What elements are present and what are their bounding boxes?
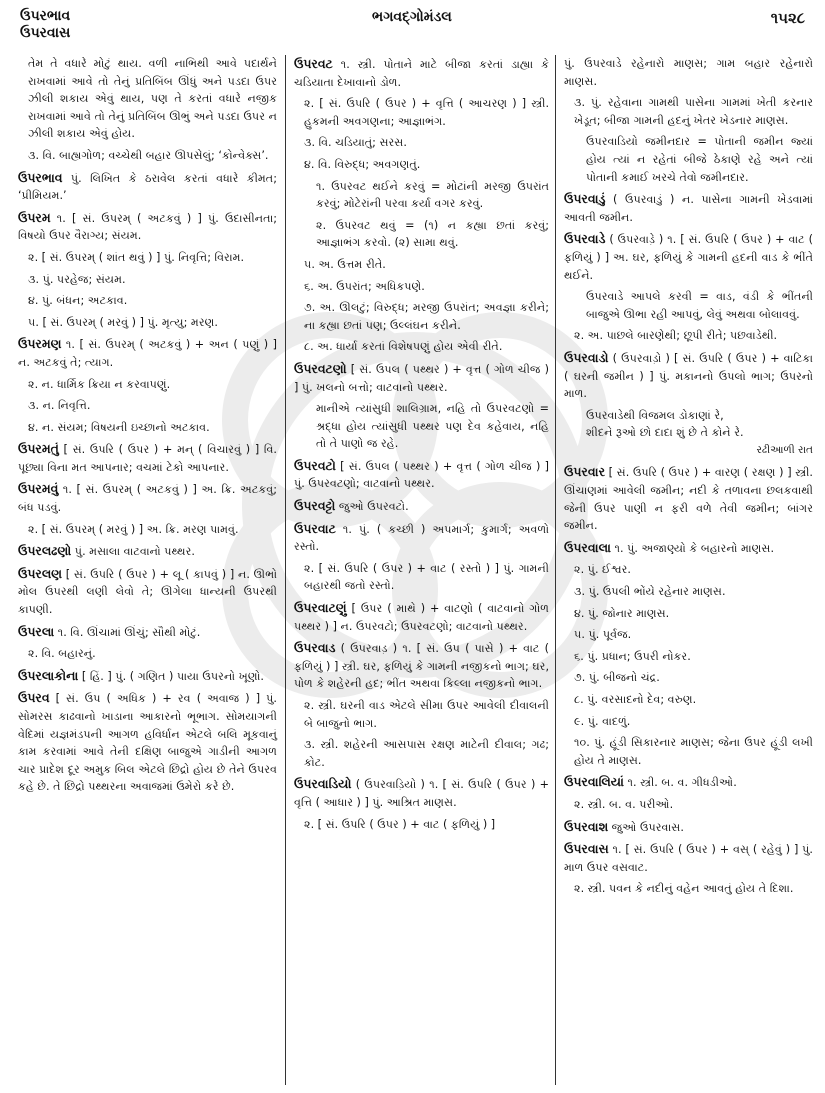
- sense-definition: ૭. પું. બીજનો ચંદ્ર.: [574, 671, 660, 685]
- dictionary-entry: [294, 457, 549, 493]
- entry-headword: ઉપરવટણો: [294, 360, 347, 376]
- entry-definition: ( ઉપરવાડ઼ ) ૧. [ સં. ઉપ ( પાસે ) + વાટ ( ફળિયું ) ] સ્ત્રી. ઘર, ફળિયું કે ગામની નજીકનો ભાગ; ઘર, પોળ કે શહેરની હદ; ભીંત અથવા કિલ્લા નજીકનો ભાગ.: [294, 642, 549, 691]
- usage-example: ૧. ઉપરવટ થઈને કરવું = મોટાંની મરજી ઉપરાંત કરવું; મોટેરાંની પરવા કર્યા વગર કરવું.: [316, 179, 549, 211]
- sense-definition: ૨. પું. ઈશ્વર.: [574, 563, 631, 577]
- entry-headword: ઉપરલા: [18, 623, 55, 639]
- dictionary-entry: [294, 520, 549, 556]
- entry-headword: ઉપરવાશ: [564, 818, 609, 834]
- sense-definition: ૭. અ. ઊલટું; વિરુદ્ધ; મરજી ઉપરાંત; અવજ્ઞા કરીને; ના કહ્યા છતાં પણ; ઉલ્લંઘન કરીને.: [304, 301, 549, 332]
- dictionary-entry: [564, 773, 813, 792]
- entry-headword: ઉપરમ: [18, 209, 51, 225]
- dictionary-entry: [18, 623, 277, 642]
- sense-definition: ૫. પું. પૂર્વજ.: [574, 628, 632, 642]
- entry-definition: [ હિં. ] પું. ( ગણિત ) પાયા ઉપરનો ખૂણો.: [78, 669, 264, 683]
- dictionary-entry: [18, 667, 277, 686]
- sense-definition: ૧૦. પું. હૂંડી સિકારનાર માણસ; જેના ઉપર હૂંડી લખી હોય તે માણસ.: [574, 736, 813, 767]
- dictionary-entry: [18, 440, 277, 476]
- continued-text: પું. ઉપરવાડે રહેનારો માણસ; ગામ બહાર રહેનારો માણસ.: [564, 57, 813, 88]
- dictionary-entry: [18, 689, 277, 796]
- sense-definition: ૫. અ. ઉત્તમ રીતે.: [304, 257, 386, 271]
- usage-example: માનીએ ત્યાંસુધી શાલિગ્રામ, નહિ તો ઉપરવટણો = શ્રદ્ધા હોય ત્યાંસુધી પથ્થર પણ દેવ કહેવાય, નહિ તો તે પાણો જ રહે.: [316, 402, 549, 451]
- guide-word-first: ઉપરભાવ: [20, 8, 71, 24]
- dictionary-entry: [18, 209, 277, 245]
- guide-word-last: ઉપરવાસ: [20, 25, 71, 41]
- sense-definition: ૨. [ સં. ઉપરિ ( ઉપર ) + વાટ ( રસ્તો ) ] પું. ગામની બહારથી જતો રસ્તો.: [304, 561, 549, 593]
- entry-headword: ઉપરલઢણો: [18, 543, 72, 559]
- dictionary-entry: [294, 639, 549, 693]
- entry-headword: ઉપરભાવ: [18, 169, 63, 185]
- entry-headword: ઉપરવટ્ટો: [294, 498, 336, 514]
- sense-definition: ૪. ન. સંયમ; વિષયની ઇચ્છાનો અટકાવ.: [28, 420, 210, 434]
- entry-headword: ઉપરવાર: [564, 464, 605, 480]
- continued-text: તેમ તે વધારે મોટું થાય. વળી નાભિથી આવે પદાર્થને રાખવામાં આવે તો તેનું પ્રતિબિંબ ઊંધું અને પડદા ઉપર ઝીલી શકાય એવું થાય, પણ તે કરતાં વધારે નજીક રાખવામાં આવે તો તેનું પ્રતિબિંબ ઊભું અને પડદા ઉપર ન ઝીલી શકાય એવું હોય.: [28, 57, 277, 141]
- dictionary-entry: [564, 840, 813, 876]
- dictionary-entry: [18, 335, 277, 371]
- entry-headword: ઉપરમતું: [18, 441, 59, 457]
- column-2: [286, 55, 556, 1085]
- sense-definition: ૩. પું. ઉપલી ભોંયે રહેનાર માણસ.: [574, 585, 726, 599]
- guide-words: [20, 8, 70, 42]
- dictionary-entry: [294, 775, 549, 811]
- entry-headword: ઉપરમવું: [18, 481, 59, 497]
- entry-definition: [ સં. ઉપલ ( પથ્થર ) + વૃત્ત ( ગોળ ચીજ ) ] પું. ખલનો બત્તો; વાટવાનો પથ્થર.: [294, 362, 549, 394]
- dictionary-entry: [18, 542, 277, 561]
- entry-headword: ઉપરવટો: [294, 457, 336, 473]
- sense-definition: ૨. સ્ત્રી. બ. વ. પરીઓ.: [574, 797, 674, 811]
- page-number: ૧૫૨૮: [770, 9, 805, 27]
- column-1: [18, 55, 286, 1085]
- entry-definition: ( ઉપરવાડ઼ે ) ૧. [ સં. ઉપરિ ( ઉપર ) + વાટ ( ફળિયું ) ] અ. ઘર, ફળિયું કે ગામની હદની વાડ કે ભીંતે થઈને.: [564, 233, 813, 282]
- entry-headword: ઉપરવાડ: [294, 640, 336, 656]
- entry-headword: ઉપરવાટણું: [294, 600, 347, 616]
- sense-definition: ૨. સ્ત્રી. પવન કે નદીનું વહેન આવતું હોય તે દિશા.: [574, 882, 794, 896]
- sense-definition: ૨. [ સં. ઉપરમ્ ( મરવું ) ] અ. ક્રિ. મરણ પામવું.: [28, 522, 239, 536]
- sense-definition: ૪. વિ. વિરુદ્ધ; અવગણતું.: [304, 157, 421, 171]
- entry-headword: ઉપરવાસ: [564, 841, 609, 857]
- entry-headword: ઉપરવાડો: [564, 349, 609, 365]
- dictionary-entry: [18, 480, 277, 516]
- entry-definition: [ સં. ઉપલ ( પથ્થર ) + વૃત્ત ( ગોળ ચીજ ) ] પું. ઉપરવટણો; વાટવાનો પથ્થર.: [294, 459, 549, 491]
- dictionary-entry: [564, 463, 813, 534]
- entry-definition: [ સં. ઉપરિ ( ઉપર ) + લૂ ( કાપવું ) ] ન. ઊભો મોલ ઉપરથી લણી લેવો તે; ઊગેલા ધાન્યની ઉપરથી કાપણી.: [18, 567, 277, 617]
- entry-headword: ઉપરવટ: [294, 56, 333, 71]
- quotation: [564, 407, 813, 460]
- sense-definition: ૩. ન. નિવૃત્તિ.: [28, 399, 91, 413]
- sense-definition: ૨. [ સં. ઉપરિ ( ઉપર ) + વૃત્તિ ( આચરણ ) ] સ્ત્રી. હુકમની અવગણના; આજ્ઞાભંગ.: [304, 97, 549, 128]
- entry-headword: ઉપરવાલિયાં: [564, 774, 624, 790]
- sense-definition: ૨. અ. પાછલે બારણેથી; છૂપી રીતે; પછવાડેથી.: [574, 329, 778, 343]
- sense-definition: ૩. વિ. ચડિયાતું; સરસ.: [304, 136, 407, 150]
- quotation-source: રઢીઆળી રાત: [756, 443, 813, 456]
- entry-definition: જુઓ ઉપરવટો.: [335, 500, 409, 514]
- dictionary-columns: [18, 55, 813, 1085]
- entry-headword: ઉપરલાકોના: [18, 667, 79, 683]
- dictionary-entry: [18, 169, 277, 205]
- entry-definition: ( ઉપરવાડ઼ો ) [ સં. ઉપરિ ( ઉપર ) + વાટિકા ( ઘરની જમીન ) ] પું. મકાનનો ઉપલો ભાગ; ઉપરનો માળ.: [564, 351, 813, 401]
- entry-definition: ૧. સ્ત્રી. પોતાને માટે બીજા કરતાં ડાહ્યા કે ચડિયાતા દેખાવાનો ડોળ.: [294, 58, 549, 89]
- sense-definition: ૮. પું. વરસાદનો દેવ; વરુણ.: [574, 693, 697, 706]
- sense-definition: ૪. પું. જોનાર માણસ.: [574, 606, 670, 620]
- sense-definition: ૯. પું. વાદળું.: [574, 714, 631, 728]
- dictionary-entry: [564, 818, 813, 837]
- sense-definition: ૫. [ સં. ઉપરમ્ ( મરવું ) ] પું. મૃત્યુ; મરણ.: [28, 315, 218, 329]
- entry-headword: ઉપરવ: [18, 690, 50, 706]
- entry-definition: ૧. [ સં. ઉપરિ ( ઉપર ) + વસ્ ( રહેવું ) ] પું. માળ ઉપર વસવાટ.: [564, 843, 813, 874]
- quotation-line: શીદને રૂઓ છો દાદા શું છે તે કોને રે.: [586, 426, 744, 440]
- entry-definition: ૧. [ સં. ઉપરમ્ ( અટકવું ) ] અ. ક્રિ. અટકવું; બંધ પડવું.: [18, 483, 277, 515]
- dictionary-entry: [564, 190, 813, 226]
- dictionary-entry: [294, 55, 549, 91]
- sense-definition: ૬. અ. ઉપરાંત; અધિકપણે.: [304, 279, 425, 293]
- sense-definition: ૨. [ સં. ઉપરિ ( ઉપર ) + વાટ ( ફળિયું ) ]: [304, 817, 496, 831]
- dictionary-entry: [564, 539, 813, 558]
- entry-definition: [ ઉપર ( માથે ) + વાટણો ( વાટવાનો ગોળ પથ્થર ) ] ન. ઉપરવટો; ઉપરવટણો; વાટવાનો પથ્થર.: [294, 602, 549, 633]
- usage-example: ઉપરવાડે આપલે કરવી = વાડ, વંડી કે ભીંતની બાજુએ ઊભા રહી આપવું, લેવું અથવા બોલાવવું.: [586, 290, 813, 321]
- entry-headword: ઉપરવાડિયો: [294, 776, 352, 792]
- sense-definition: ૨. [ સં. ઉપરમ્ ( શાંત થવું ) ] પું. નિવૃત્તિ; વિરામ.: [28, 250, 245, 264]
- dictionary-entry: [18, 565, 277, 619]
- entry-headword: ઉપરવાટ: [294, 520, 336, 536]
- entry-definition: ૧. પું. ( કચ્છી ) અપમાર્ગ; કુમાર્ગ; અવળો રસ્તો.: [294, 522, 549, 554]
- quotation-line: ઉપરવાડેથી વિજમલ ડોકાણાં રે,: [586, 408, 724, 422]
- entry-headword: ઉપરવાડું: [564, 191, 606, 207]
- column-3: [556, 55, 813, 1085]
- dictionary-entry: [294, 497, 549, 516]
- dictionary-entry: [564, 349, 813, 403]
- sense-definition: ૩. સ્ત્રી. શહેરની આસપાસ રક્ષણ માટેની દીવાલ; ગઢ; કોટ.: [304, 738, 549, 769]
- entry-headword: ઉપરમણ: [18, 336, 62, 352]
- entry-headword: ઉપરવાડે: [564, 231, 606, 247]
- dictionary-title: ભગવદ્ગોમંડલ: [372, 9, 452, 25]
- entry-definition: પું. લિખિત કે ઠરાવેલ કરતાં વધારે કીમત; ‘પ્રીમિયમ.’: [18, 171, 277, 203]
- dictionary-entry: [564, 230, 813, 284]
- sense-definition: ૩. વિ. બાહ્યગોળ; વચ્ચેથી બહાર ઊપસેલું; ‘કોન્વેક્સ’.: [28, 148, 269, 162]
- entry-definition: ૧. પું. અજાણ્યો કે બહારનો માણસ.: [610, 541, 775, 555]
- sense-definition: ૮. અ. ધાર્યા કરતાં વિશેષપણું હોય એવી રીતે.: [304, 340, 503, 354]
- entry-headword: ઉપરવાલા: [564, 539, 611, 555]
- entry-definition: ૧. [ સં. ઉપરમ્ ( અટકવું ) ] પું. ઉદાસીનતા; વિષયો ઉપર વૈરાગ્ય; સંયમ.: [18, 211, 277, 243]
- sense-definition: ૨. સ્ત્રી. ઘરની વાડ એટલે સીમા ઉપર આવેલી દીવાલની બે બાજુનો ભાગ.: [304, 699, 549, 730]
- entry-definition: ૧. સ્ત્રી. બ. વ. ગીધડીઓ.: [623, 776, 737, 790]
- sense-definition: ૨. વિ. બહારનું.: [28, 647, 96, 661]
- entry-definition: પું. મસાલા વાટવાનો પથ્થર.: [71, 545, 195, 559]
- usage-example: ઉપરવાડિયો જમીનદાર = પોતાની જમીન જ્યાં હોય ત્યાં ન રહેતાં બીજે ઠેકાણે રહે અને ત્યાં પોતાની કમાઈ ખરચે તેવો જમીનદાર.: [586, 135, 813, 184]
- entry-definition: ૧. [ સં. ઉપરમ્ ( અટકવું ) + અન ( પણું ) ] ન. અટકવું તે; ત્યાગ.: [18, 338, 277, 369]
- entry-definition: [ સં. ઉપરિ ( ઉપર ) + વારણ ( રક્ષણ ) ] સ્ત્રી. ઊંચાણમાં આવેલી જમીન; નદી કે તળાવના છલકવાથી જેની ઉપર પાણી ન ફરી વળે તેવી જમીન; બાંગર જમીન.: [564, 466, 813, 533]
- entry-headword: ઉપરલણ: [18, 565, 62, 581]
- entry-definition: [ સં. ઉપ ( અધિક ) + રવ ( અવાજ ) ] પું. સોમરસ કાઢવાનો ખાડાના આકારનો ભૂભાગ. સોમયાગની વેદિમાં યજ્ઞમંડપની આગળ હવિર્ધાન એટલે બલિ મૂકવાનું કામ કરવામાં આવે તેની દક્ષિણ બાજુએ ગાડીની આગળ ચાર પ્રાદેશ દૂર અમુક બિલ એટલે છિદ્રો હોય છે તેને ઉપરવ કહે છે. તે છિદ્રો પથ્થરના અવાજમાં ઉમેરો કરે છે.: [18, 692, 277, 794]
- sense-definition: ૨. ન. ધાર્મિક ક્રિયા ન કરવાપણું.: [28, 377, 171, 391]
- dictionary-entry: [294, 599, 549, 635]
- sense-definition: ૬. પું. પ્રધાન; ઉપરી નોકર.: [574, 649, 691, 663]
- sense-definition: ૩. પું. રહેવાના ગામથી પાસેના ગામમાં ખેતી કરનાર ખેડૂત; બીજા ગામની હદનું ખેતર ખેડનાર માણસ.: [574, 96, 813, 127]
- entry-definition: ( ઉપરવાડ઼ું ) ન. પાસેના ગામની ખેડવામાં આવતી જમીન.: [564, 193, 813, 224]
- entry-definition: ( ઉપરવાડ઼િયો ) ૧. [ સં. ઉપરિ ( ઉપર ) + વૃત્તિ ( આધાર ) ] પું. આશ્રિત માણસ.: [294, 778, 549, 809]
- usage-example: ૨. ઉપરવટ થવું = (૧) ન કહ્યા છતાં કરવું; આજ્ઞાભંગ કરવો. (૨) સામા થવું.: [316, 218, 549, 250]
- page-header: [20, 8, 805, 48]
- entry-definition: જુઓ ઉપરવાસ.: [608, 820, 684, 834]
- sense-definition: ૪. પું. બંધન; અટકાવ.: [28, 294, 128, 308]
- dictionary-entry: [294, 360, 549, 396]
- sense-definition: ૩. પું. પરહેજ; સંયમ.: [28, 272, 126, 286]
- entry-definition: [ સં. ઉપરિ ( ઉપર ) + મન્ ( વિચારવું ) ] વિ. પૂછ્યા વિના મત આપનાર; વચમાં ટેકો આપનાર.: [18, 443, 277, 474]
- entry-definition: ૧. વિ. ઊંચામાં ઊંચું; સૌથી મોટું.: [54, 625, 201, 639]
